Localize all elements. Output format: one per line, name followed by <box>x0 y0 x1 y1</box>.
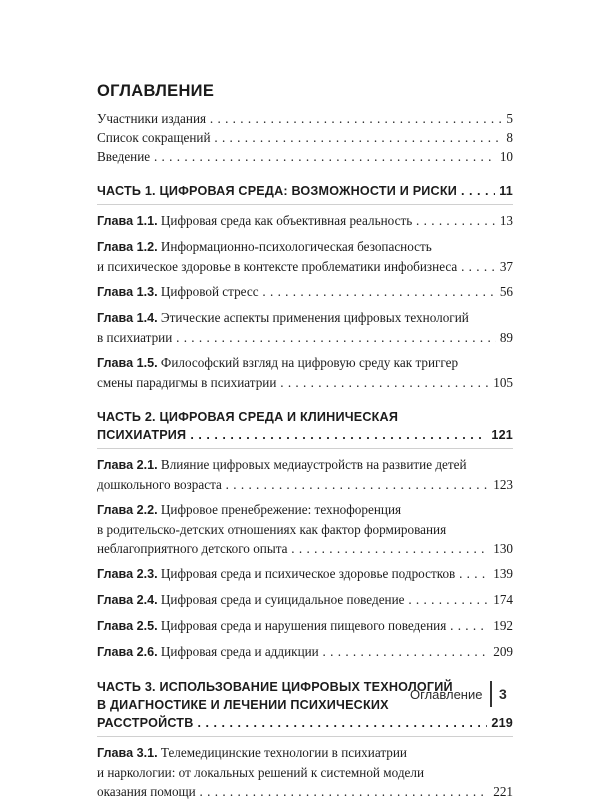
chapter-label: Глава 1.2. <box>97 240 158 254</box>
chapter-title: Цифровая среда и аддикции <box>160 644 319 659</box>
page-number-ref: 11 <box>499 184 513 198</box>
page-number: 3 <box>498 686 507 702</box>
chapter-line-text <box>97 616 489 636</box>
chapter-line-label: дошкольного возраста <box>97 477 222 492</box>
toc-title: ОГЛАВЛЕНИЕ <box>97 82 215 100</box>
toc-entry <box>97 147 513 166</box>
chapter-entry <box>97 642 513 662</box>
chapter-line <box>97 616 513 636</box>
chapter-line-text <box>97 590 489 610</box>
chapter-line-text <box>97 642 489 662</box>
chapter-label: Глава 1.3. <box>97 285 158 299</box>
chapter-line <box>97 373 513 392</box>
footer-divider <box>490 681 492 707</box>
chapter-title: Философский взгляд на цифровую среду как триггер <box>160 355 459 370</box>
chapter-line-text <box>97 211 496 231</box>
parts-list <box>97 182 513 801</box>
chapter-line <box>97 564 513 584</box>
page-number-ref: 8 <box>506 130 513 145</box>
part-title <box>97 714 513 732</box>
chapter-line <box>97 782 513 801</box>
chapter-line <box>97 642 513 662</box>
chapter-entry <box>97 564 513 584</box>
chapter-line-text <box>97 539 489 558</box>
chapter-title: Телемедицинские технологии в психиатрии <box>160 745 407 760</box>
toc-entry-label: Список сокращений <box>97 130 211 145</box>
chapter-entry <box>97 282 513 302</box>
part-title <box>97 182 513 200</box>
chapter-title-line: и наркологии: от локальных решений к системной модели <box>97 765 425 780</box>
part-title-line: ЧАСТЬ 2. ЦИФРОВАЯ СРЕДА И КЛИНИЧЕСКАЯ <box>97 410 399 424</box>
chapter-line <box>97 211 513 231</box>
chapter-line <box>97 743 513 763</box>
chapter-line <box>97 590 513 610</box>
part-rule <box>97 448 513 449</box>
toc-entry-text <box>97 109 502 128</box>
page-number-ref: 105 <box>493 375 513 390</box>
chapter-title: Влияние цифровых медиаустройств на развитие детей <box>160 457 467 472</box>
part-rule <box>97 736 513 737</box>
page-number-ref: 121 <box>491 428 513 442</box>
chapter-title: Этические аспекты применения цифровых технологий <box>160 310 469 325</box>
page-number-ref: 123 <box>493 477 513 492</box>
chapter-line-text <box>97 782 489 801</box>
chapter-line-label: смены парадигмы в психиатрии <box>97 375 277 390</box>
chapter-line <box>97 282 513 302</box>
chapter-line <box>97 455 513 475</box>
page-footer <box>410 682 507 706</box>
chapter-title: Цифровая среда как объективная реальность <box>160 213 413 228</box>
part-title-label: РАССТРОЙСТВ <box>97 716 194 730</box>
chapter-entry <box>97 455 513 494</box>
chapter-line <box>97 257 513 276</box>
chapter-label: Глава 2.2. <box>97 503 158 517</box>
chapter-label: Глава 2.6. <box>97 645 158 659</box>
chapter-line-text <box>97 373 489 392</box>
chapter-line <box>97 475 513 494</box>
chapter-entry <box>97 308 513 347</box>
page-number-ref: 139 <box>493 566 513 581</box>
chapter-line <box>97 539 513 558</box>
page-number-ref: 13 <box>499 213 513 228</box>
chapter-label: Глава 3.1. <box>97 746 158 760</box>
chapter-entry <box>97 353 513 392</box>
chapter-entry <box>97 211 513 231</box>
chapter-label: Глава 2.3. <box>97 567 158 581</box>
page-number-ref: 89 <box>499 330 513 345</box>
part-title-text <box>97 182 495 200</box>
chapter-line-text <box>97 257 496 276</box>
toc-entry <box>97 109 513 128</box>
chapter-entry <box>97 237 513 276</box>
chapter-line-text <box>97 328 496 347</box>
part-title-label: ПСИХИАТРИЯ <box>97 428 187 442</box>
chapter-entry <box>97 590 513 610</box>
chapter-title-line: в родительско-детских отношениях как фактор формирования <box>97 522 447 537</box>
chapter-label: Глава 1.5. <box>97 356 158 370</box>
page-number-ref: 5 <box>506 111 513 126</box>
chapter-line-text <box>97 564 489 584</box>
part-rule <box>97 204 513 205</box>
page-number-ref: 219 <box>491 716 513 730</box>
part-title <box>97 426 513 444</box>
chapter-title: Цифровая среда и нарушения пищевого поведения <box>160 618 447 633</box>
toc-entry-label: Участники издания <box>97 111 207 126</box>
chapter-line-label: оказания помощи <box>97 784 196 799</box>
chapter-title: Цифровая среда и суицидальное поведение <box>160 592 405 607</box>
chapter-line-text <box>97 282 496 302</box>
chapter-line <box>97 308 513 328</box>
chapter-title: Информационно-психологическая безопасность <box>160 239 432 254</box>
chapter-line <box>97 328 513 347</box>
running-footer-title: Оглавление <box>410 686 483 702</box>
page-number-ref: 174 <box>493 592 513 607</box>
chapter-label: Глава 2.5. <box>97 619 158 633</box>
part-title-line: В ДИАГНОСТИКЕ И ЛЕЧЕНИИ ПСИХИЧЕСКИХ <box>97 698 389 712</box>
toc-entry-label: Введение <box>97 149 151 164</box>
page-number-ref: 56 <box>499 284 513 299</box>
part-title-text <box>97 426 487 444</box>
chapter-line-label: в психиатрии <box>97 330 173 345</box>
chapter-entry <box>97 616 513 636</box>
chapter-line-text <box>97 475 489 494</box>
page-number-ref: 130 <box>493 541 513 556</box>
part-title-text <box>97 714 487 732</box>
chapter-title: Цифровой стресс <box>160 284 259 299</box>
page-number-ref: 209 <box>493 644 513 659</box>
toc-entry <box>97 128 513 147</box>
toc-entry-text <box>97 128 502 147</box>
page-number-ref: 192 <box>493 618 513 633</box>
chapter-line <box>97 353 513 373</box>
page-number-ref: 221 <box>493 784 513 799</box>
part-title-label: ЧАСТЬ 1. ЦИФРОВАЯ СРЕДА: ВОЗМОЖНОСТИ И РИСКИ <box>97 184 457 198</box>
chapter-line-label: неблагоприятного детского опыта <box>97 541 288 556</box>
chapter-line-label: и психическое здоровье в контексте проблематики инфобизнеса <box>97 259 458 274</box>
chapter-label: Глава 1.4. <box>97 311 158 325</box>
chapter-entry <box>97 743 513 801</box>
chapter-label: Глава 2.1. <box>97 458 158 472</box>
page-number-ref: 37 <box>499 259 513 274</box>
front-matter-list <box>97 109 513 166</box>
chapter-line <box>97 237 513 257</box>
chapter-title: Цифровое пренебрежение: технофоренция <box>160 502 402 517</box>
page-number-ref: 10 <box>499 149 513 164</box>
part-block <box>97 408 513 662</box>
chapter-label: Глава 2.4. <box>97 593 158 607</box>
chapter-line <box>97 500 513 520</box>
part-title-line: ЧАСТЬ 3. ИСПОЛЬЗОВАНИЕ ЦИФРОВЫХ ТЕХНОЛОГИЙ <box>97 680 453 694</box>
chapter-title: Цифровая среда и психическое здоровье подростков <box>160 566 456 581</box>
toc-entry-text <box>97 147 496 166</box>
chapter-entry <box>97 500 513 558</box>
chapter-label: Глава 1.1. <box>97 214 158 228</box>
part-block <box>97 182 513 392</box>
